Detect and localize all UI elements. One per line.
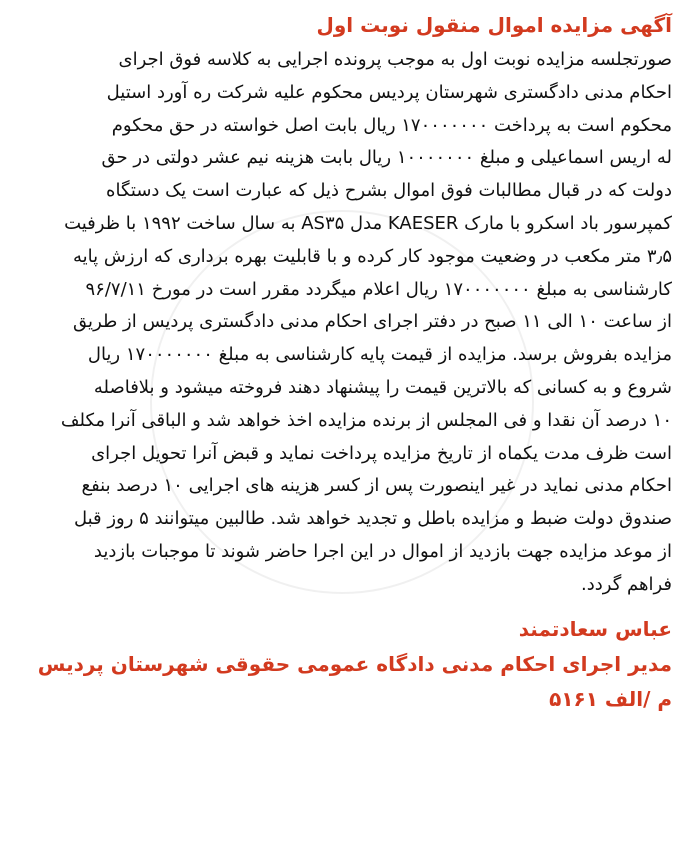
body-line: احکام مدنی دادگستری شهرستان پردیس محکوم علیه شرکت ره آورد استیل [106, 81, 672, 103]
body-line: محکوم است به پرداخت ۱۷۰۰۰۰۰۰۰ ریال بابت اصل خواسته در حق محکوم [111, 114, 672, 136]
body-line: کارشناسی به مبلغ ۱۷۰۰۰۰۰۰۰ ریال اعلام میگردد مقرر است در مورخ ۹۶/۷/۱۱ [85, 278, 672, 300]
signatory-position: مدیر اجرای احکام مدنی دادگاه عمومی حقوقی شهرستان پردیس [37, 651, 672, 676]
body-line: ۱۰ درصد آن نقدا و فی المجلس از برنده مزایده اخذ خواهد شد و الباقی آنرا مکلف [60, 409, 672, 431]
body-line: فراهم گردد. [581, 573, 672, 595]
signatory-name: عباس سعادتمند [518, 616, 672, 641]
body-line: از موعد مزایده جهت بازدید از اموال در این اجرا حاضر شوند تا موجبات بازدید [93, 540, 672, 562]
body-line: له اریس اسماعیلی و مبلغ ۱۰۰۰۰۰۰۰ ریال بابت هزینه نیم عشر دولتی در حق [101, 147, 672, 169]
body-line: ۳٫۵ متر مکعب در وضعیت موجود کار کرده و با قابلیت بهره برداری که ارزش پایه [73, 245, 672, 267]
notice-code: م /الف ۵۱۶۱ [549, 686, 672, 711]
body-line: دولت که در قبال مطالبات فوق اموال بشرح ذیل که عبارت است یک دستگاه [106, 180, 672, 202]
notice-title: آگهی مزایده اموال منقول نوبت اول [316, 13, 672, 37]
body-line: از ساعت ۱۰ الی ۱۱ صبح در دفتر اجرای احکام مدنی دادگستری پردیس از طریق [73, 311, 672, 333]
body-line: است ظرف مدت یکماه از تاریخ مزایده پرداخت نماید و قبض آنرا تحویل اجرای [91, 442, 672, 464]
body-line: احکام مدنی نماید در غیر اینصورت پس از کسر هزینه های اجرایی ۱۰ درصد بنفع [81, 475, 672, 497]
body-line: مزایده بفروش برسد. مزایده از قیمت پایه کارشناسی به مبلغ ۱۷۰۰۰۰۰۰۰ ریال [87, 344, 672, 366]
notice-body [12, 44, 672, 602]
body-line: صورتجلسه مزایده نوبت اول به موجب پرونده اجرایی به کلاسه فوق اجرای [118, 49, 672, 70]
body-line: شروع و به کسانی که بالاترین قیمت را پیشنهاد دهند فروخته میشود و بلافاصله [93, 376, 672, 398]
signature-block [12, 612, 672, 717]
body-line: صندوق دولت ضبط و مزایده باطل و تجدید خواهد شد. طالبین میتوانند ۵ روز قبل [73, 508, 672, 530]
body-line: کمپرسور باد اسکرو با مارک KAESER مدل AS۳۵ به سال ساخت ۱۹۹۲ با ظرفیت [64, 212, 672, 234]
